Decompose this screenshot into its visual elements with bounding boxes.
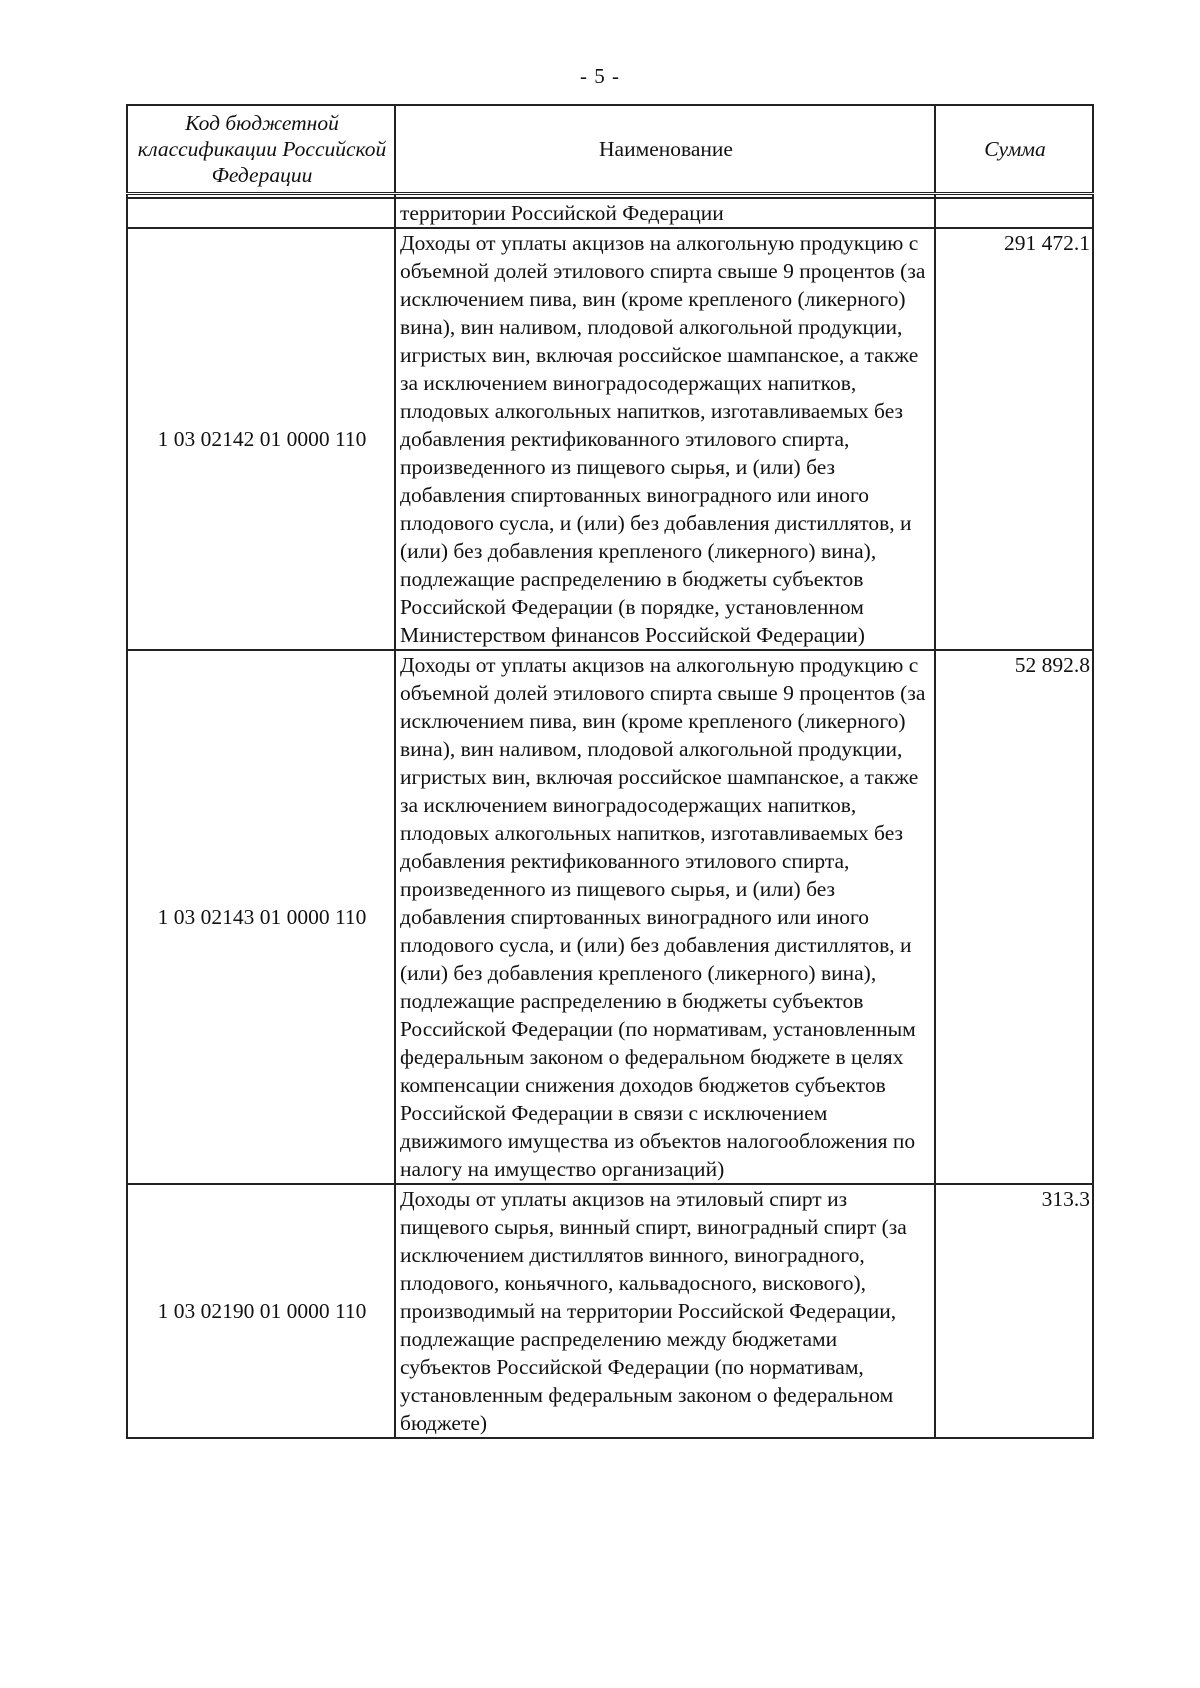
table-row [127,198,1093,228]
row-code [127,198,395,228]
table-row [127,1184,1093,1438]
budget-revenue-table [126,104,1094,1439]
header-code: Код бюджетной классификации Российской Федерации [127,105,395,194]
header-name: Наименование [395,105,935,194]
page-number: - 5 - [580,64,620,88]
row-name: Доходы от уплаты акцизов на алкогольную продукцию с объемной долей этилового спирта свыше 9 процентов (за исключением пива, вин (кроме крепленого (ликерного) вина), вин наливом, плодовой алкогольной продукции, игристых вин, включая российское шампанское, а также за исключением виноградосодержащих напитков, плодовых алкогольных напитков, изготавливаемых без добавления ректификованного этилового спирта, произведенного из пищевого сырья, и (или) без добавления спиртованных виноградного или иного плодового сусла, и (или) без добавления дистиллятов, и (или) без добавления крепленого (ликерного) вина), подлежащие распределению в бюджеты субъектов Российской Федерации (в порядке, установленном Министерством финансов Российской Федерации) [395,228,935,650]
row-amount: 291 472.1 [935,228,1093,650]
row-amount [935,198,1093,228]
row-code: 1 03 02143 01 0000 110 [127,650,395,1184]
row-amount: 313.3 [935,1184,1093,1438]
table-row [127,650,1093,1184]
table-header-row [127,105,1093,194]
header-amount: Сумма [935,105,1093,194]
row-amount: 52 892.8 [935,650,1093,1184]
row-name: территории Российской Федерации [395,198,935,228]
row-name: Доходы от уплаты акцизов на этиловый спирт из пищевого сырья, винный спирт, виноградный спирт (за исключением дистиллятов винного, виноградного, плодового, коньячного, кальвадосного, вискового), производимый на территории Российской Федерации, подлежащие распределению между бюджетами субъектов Российской Федерации (по нормативам, установленным федеральным законом о федеральном бюджете) [395,1184,935,1438]
row-name: Доходы от уплаты акцизов на алкогольную продукцию с объемной долей этилового спирта свыше 9 процентов (за исключением пива, вин (кроме крепленого (ликерного) вина), вин наливом, плодовой алкогольной продукции, игристых вин, включая российское шампанское, а также за исключением виноградосодержащих напитков, плодовых алкогольных напитков, изготавливаемых без добавления ректификованного этилового спирта, произведенного из пищевого сырья, и (или) без добавления спиртованных виноградного или иного плодового сусла, и (или) без добавления дистиллятов, и (или) без добавления крепленого (ликерного) вина), подлежащие распределению в бюджеты субъектов Российской Федерации (по нормативам, установленным федеральным законом о федеральном бюджете в целях компенсации снижения доходов бюджетов субъектов Российской Федерации в связи с исключением движимого имущества из объектов налогообложения по налогу на имущество организаций) [395,650,935,1184]
table-row [127,228,1093,650]
row-code: 1 03 02190 01 0000 110 [127,1184,395,1438]
row-code: 1 03 02142 01 0000 110 [127,228,395,650]
